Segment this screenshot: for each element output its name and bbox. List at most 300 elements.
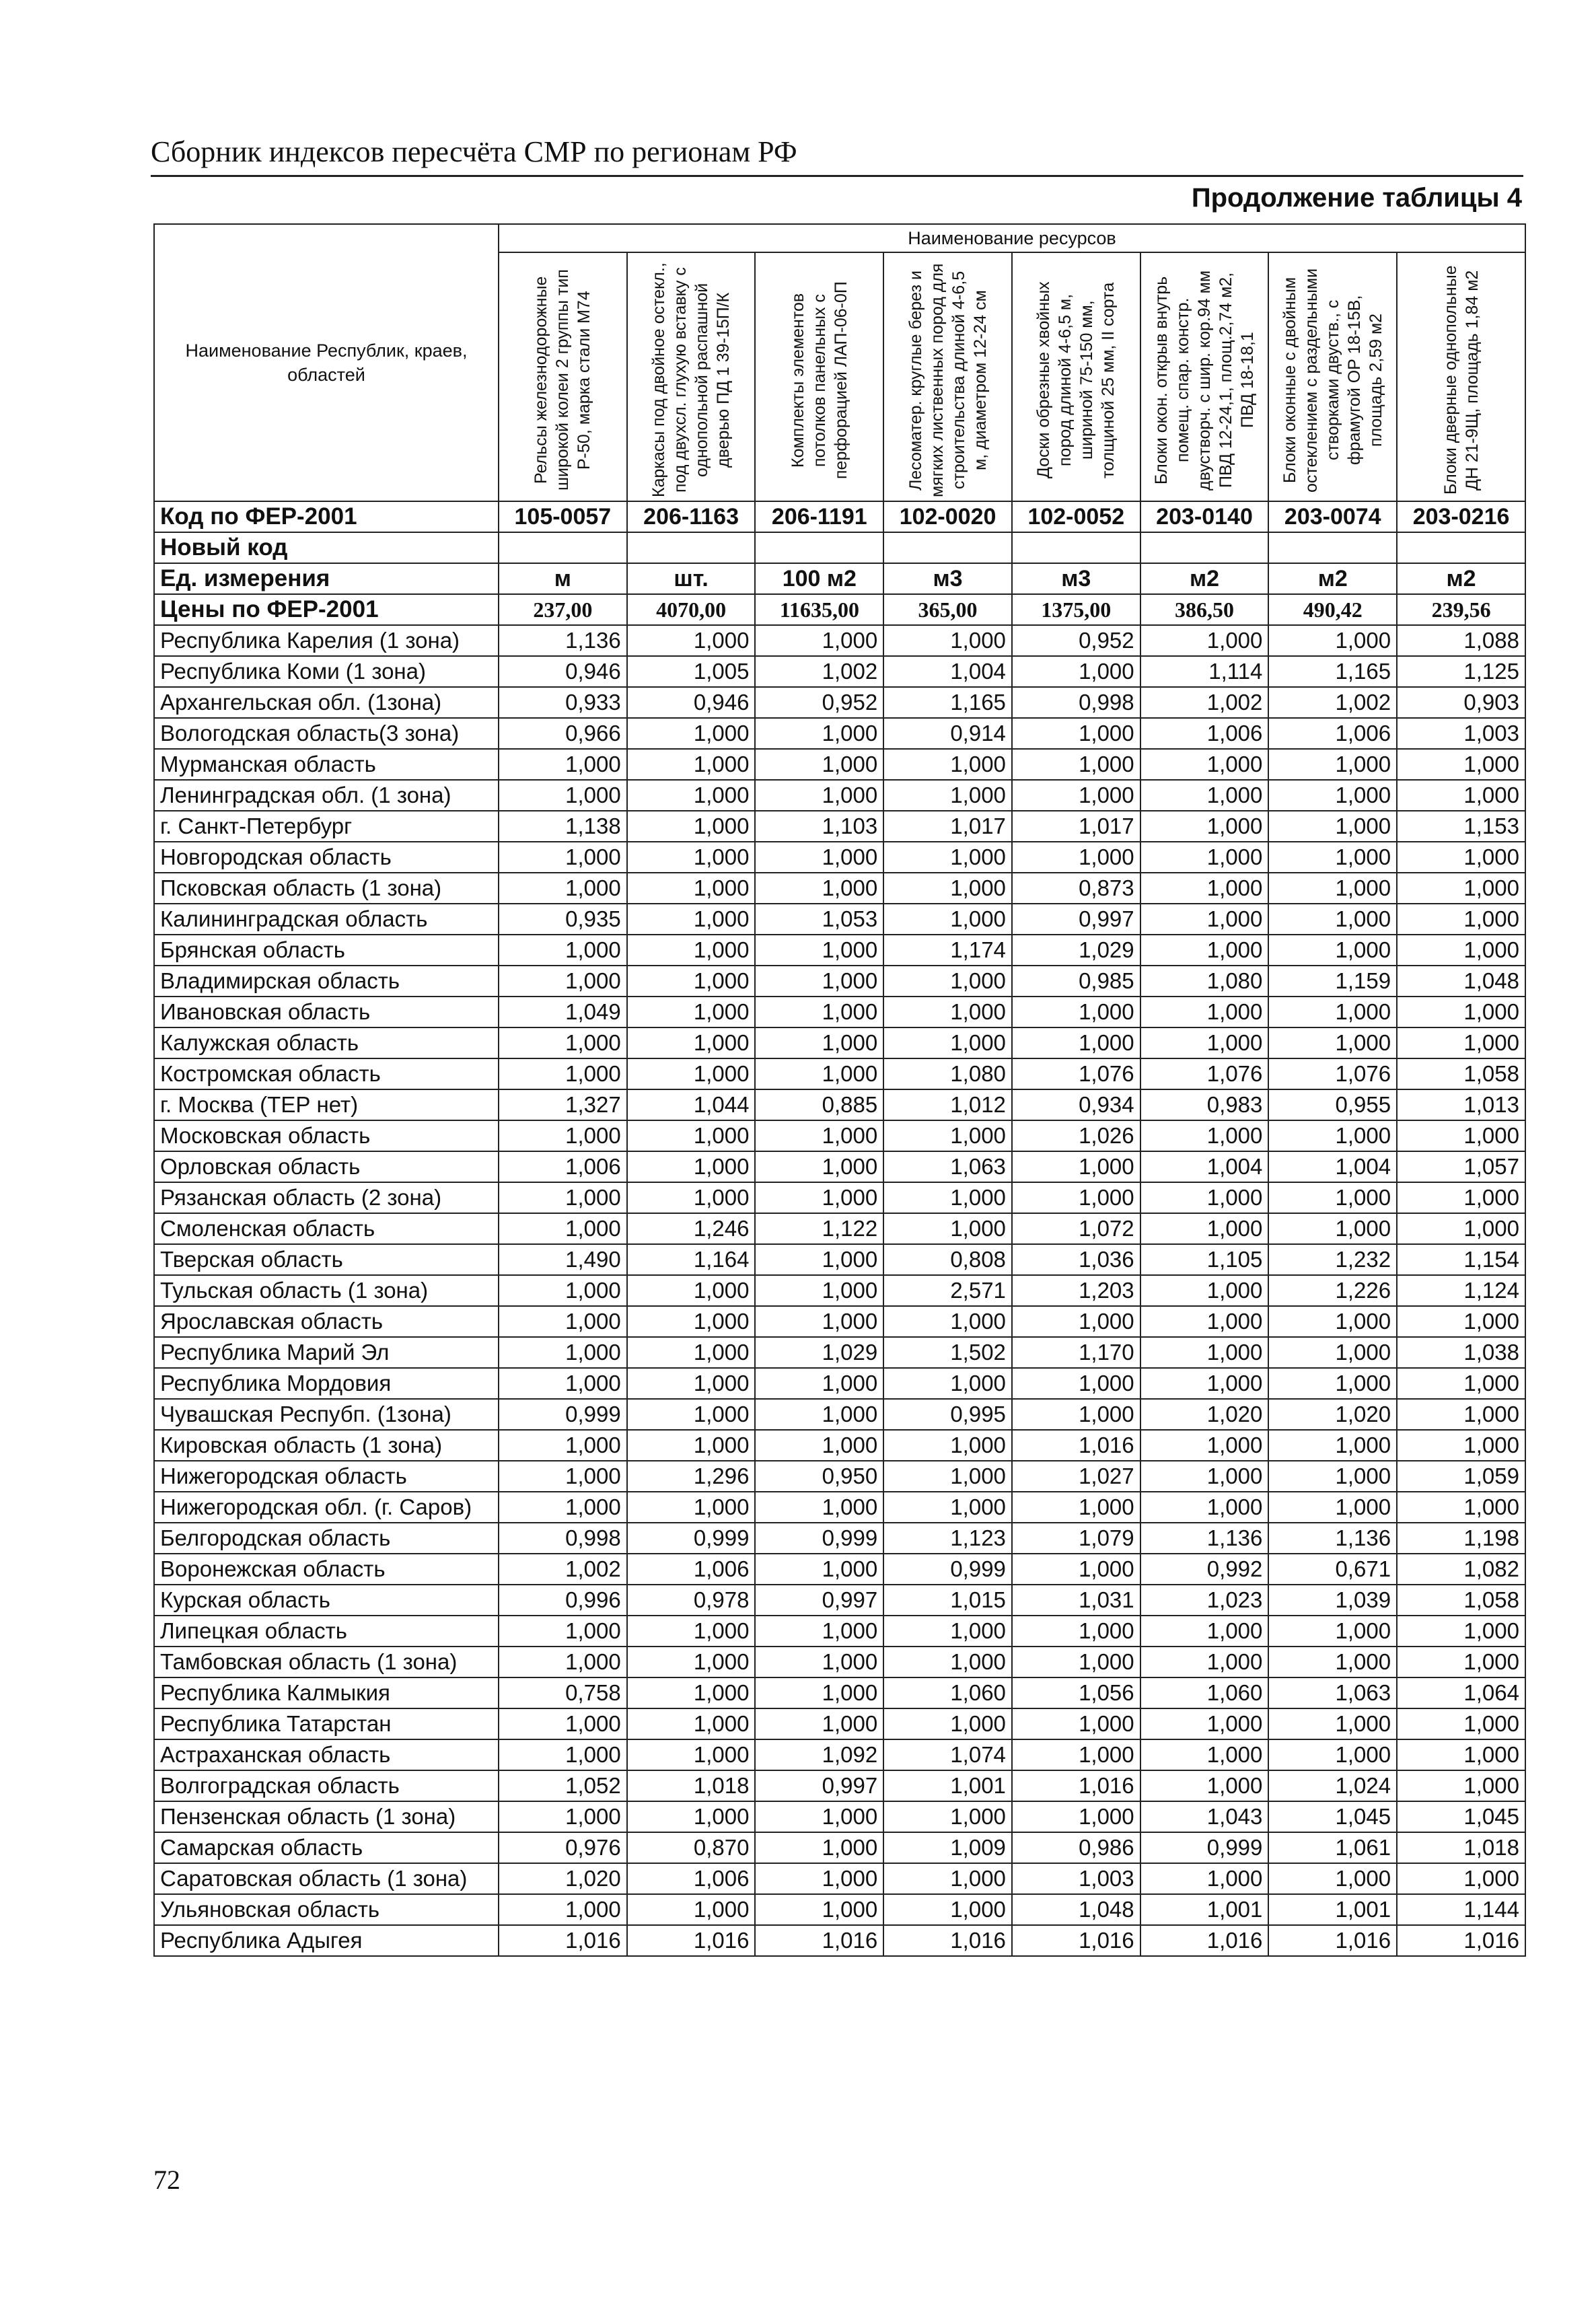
index-value: 1,000 <box>499 1647 627 1677</box>
table-row <box>154 1554 1525 1585</box>
index-value: 1,000 <box>1397 997 1525 1027</box>
new-code-cell <box>1268 532 1397 563</box>
table-row <box>154 1770 1525 1801</box>
table-row <box>154 1182 1525 1213</box>
index-value: 1,226 <box>1268 1275 1397 1306</box>
index-value: 1,232 <box>1268 1244 1397 1275</box>
index-value: 1,039 <box>1268 1585 1397 1616</box>
region-name: Астраханская область <box>154 1739 499 1770</box>
index-value: 1,016 <box>1012 1770 1140 1801</box>
index-value: 1,174 <box>883 935 1012 966</box>
table-row <box>154 1739 1525 1770</box>
index-value: 1,000 <box>1268 842 1397 873</box>
index-value: 1,000 <box>627 842 756 873</box>
region-name: Липецкая область <box>154 1616 499 1647</box>
region-name: Саратовская область (1 зона) <box>154 1863 499 1894</box>
index-value: 1,000 <box>1140 811 1269 842</box>
index-value: 1,000 <box>755 1616 883 1647</box>
region-name: Белгородская область <box>154 1523 499 1554</box>
table-row <box>154 687 1525 718</box>
index-value: 1,000 <box>883 1616 1012 1647</box>
index-value: 1,000 <box>1012 1647 1140 1677</box>
new-code-cell <box>755 532 883 563</box>
document-header <box>151 132 1523 177</box>
index-value: 1,006 <box>627 1863 756 1894</box>
index-value: 1,064 <box>1397 1677 1525 1708</box>
index-value: 1,043 <box>1140 1801 1269 1832</box>
index-value: 1,059 <box>1397 1461 1525 1492</box>
index-value: 1,013 <box>1397 1089 1525 1120</box>
region-name: Тверская область <box>154 1244 499 1275</box>
table-row <box>154 1089 1525 1120</box>
code-row <box>154 501 1525 532</box>
index-value: 1,024 <box>1268 1770 1397 1801</box>
table-row <box>154 997 1525 1027</box>
index-value: 0,966 <box>499 718 627 749</box>
index-value: 1,000 <box>1397 1430 1525 1461</box>
index-value: 1,018 <box>1397 1832 1525 1863</box>
price-row <box>154 594 1525 625</box>
index-value: 1,023 <box>1140 1585 1269 1616</box>
index-value: 0,952 <box>755 687 883 718</box>
index-value: 1,060 <box>883 1677 1012 1708</box>
index-value: 1,000 <box>755 1182 883 1213</box>
index-value: 0,998 <box>1012 687 1140 718</box>
region-name: Брянская область <box>154 935 499 966</box>
index-value: 1,056 <box>1012 1677 1140 1708</box>
index-value: 0,999 <box>627 1523 756 1554</box>
index-value: 1,159 <box>1268 966 1397 997</box>
region-name: Псковская область (1 зона) <box>154 873 499 904</box>
index-value: 1,031 <box>1012 1585 1140 1616</box>
index-value: 1,000 <box>1397 842 1525 873</box>
index-value: 1,000 <box>1268 811 1397 842</box>
index-value: 1,000 <box>627 811 756 842</box>
region-name: Чувашская Респубп. (1зона) <box>154 1399 499 1430</box>
index-value: 1,000 <box>1140 1863 1269 1894</box>
region-name: Вологодская область(3 зона) <box>154 718 499 749</box>
index-value: 1,000 <box>755 966 883 997</box>
index-value: 1,153 <box>1397 811 1525 842</box>
index-value: 1,154 <box>1397 1244 1525 1275</box>
unit-cell: м <box>499 563 627 594</box>
index-value: 1,170 <box>1012 1337 1140 1368</box>
price-cell: 4070,00 <box>627 594 756 625</box>
index-value: 1,000 <box>1140 935 1269 966</box>
resource-column-label: Доски обрезные хвойных пород длиной 4-6,5 м, шириной 75-150 мм, толщиной 25 мм, II сорта <box>1034 281 1118 479</box>
table-row <box>154 656 1525 687</box>
index-value: 1,000 <box>755 873 883 904</box>
index-value: 1,016 <box>1268 1925 1397 1956</box>
table-row <box>154 1027 1525 1058</box>
index-value: 1,026 <box>1012 1120 1140 1151</box>
index-value: 1,000 <box>1140 873 1269 904</box>
index-value: 1,000 <box>1268 780 1397 811</box>
region-name: Республика Татарстан <box>154 1708 499 1739</box>
index-value: 1,015 <box>883 1585 1012 1616</box>
price-cell: 237,00 <box>499 594 627 625</box>
table-row <box>154 1677 1525 1708</box>
index-value: 1,000 <box>755 780 883 811</box>
table-body <box>154 501 1525 1956</box>
new-code-cell <box>1397 532 1525 563</box>
index-value: 1,000 <box>1268 1616 1397 1647</box>
index-value: 1,000 <box>1140 1616 1269 1647</box>
table-row <box>154 1337 1525 1368</box>
index-value: 1,000 <box>1012 1492 1140 1523</box>
table-row <box>154 1213 1525 1244</box>
index-value: 1,000 <box>627 1894 756 1925</box>
unit-cell: м3 <box>883 563 1012 594</box>
index-value: 1,001 <box>1140 1894 1269 1925</box>
region-name: Республика Адыгея <box>154 1925 499 1956</box>
index-value: 0,885 <box>755 1089 883 1120</box>
table-row <box>154 873 1525 904</box>
index-value: 1,074 <box>883 1739 1012 1770</box>
index-value: 1,000 <box>1012 1027 1140 1058</box>
region-name: Мурманская область <box>154 749 499 780</box>
index-value: 1,045 <box>1268 1801 1397 1832</box>
index-value: 1,103 <box>755 811 883 842</box>
index-value: 1,000 <box>1268 1027 1397 1058</box>
index-value: 1,000 <box>755 718 883 749</box>
index-value: 1,000 <box>627 1801 756 1832</box>
index-value: 1,000 <box>1268 997 1397 1027</box>
region-name: Республика Мордовия <box>154 1368 499 1399</box>
region-name: Тульская область (1 зона) <box>154 1275 499 1306</box>
resource-column-label: Лесоматер. круглые берез и мягких лиственных пород для строительства длиной 4-6,5 м, диаметром 12-24 см <box>906 263 990 497</box>
index-value: 1,000 <box>1268 1368 1397 1399</box>
index-value: 1,000 <box>1012 1708 1140 1739</box>
index-value: 0,999 <box>883 1554 1012 1585</box>
unit-cell: шт. <box>627 563 756 594</box>
index-value: 1,000 <box>499 1739 627 1770</box>
region-name: Тамбовская область (1 зона) <box>154 1647 499 1677</box>
index-value: 1,063 <box>1268 1677 1397 1708</box>
index-value: 1,165 <box>883 687 1012 718</box>
index-value: 1,296 <box>627 1461 756 1492</box>
index-value: 1,000 <box>499 1182 627 1213</box>
index-value: 1,000 <box>755 1151 883 1182</box>
index-value: 1,000 <box>1268 1647 1397 1677</box>
index-value: 1,079 <box>1012 1523 1140 1554</box>
table-continuation-label: Продолжение таблицы 4 <box>1191 183 1522 213</box>
index-value: 1,061 <box>1268 1832 1397 1863</box>
index-value: 1,000 <box>1140 1213 1269 1244</box>
index-value: 1,000 <box>755 1306 883 1337</box>
index-value: 1,000 <box>1012 656 1140 687</box>
index-value: 1,000 <box>1012 997 1140 1027</box>
index-value: 1,136 <box>1268 1523 1397 1554</box>
index-value: 1,000 <box>1012 1182 1140 1213</box>
index-value: 1,000 <box>1397 1368 1525 1399</box>
index-value: 0,978 <box>627 1585 756 1616</box>
index-value: 1,000 <box>1397 780 1525 811</box>
table-row <box>154 1368 1525 1399</box>
index-value: 1,000 <box>627 718 756 749</box>
index-value: 0,808 <box>883 1244 1012 1275</box>
index-value: 1,000 <box>1012 749 1140 780</box>
index-value: 0,671 <box>1268 1554 1397 1585</box>
region-name: Волгоградская область <box>154 1770 499 1801</box>
unit-row-label: Ед. измерения <box>154 563 499 594</box>
table-row <box>154 1120 1525 1151</box>
index-value: 1,000 <box>1268 904 1397 935</box>
resource-column-label: Блоки дверные однопольные ДН 21-9Щ, площадь 1,84 м2 <box>1441 265 1482 495</box>
index-value: 1,060 <box>1140 1677 1269 1708</box>
fer-code-cell: 203-0074 <box>1268 501 1397 532</box>
index-value: 1,000 <box>1012 1616 1140 1647</box>
index-value: 1,114 <box>1140 656 1269 687</box>
table-row <box>154 1430 1525 1461</box>
region-name: Нижегородская область <box>154 1461 499 1492</box>
index-value: 1,000 <box>627 997 756 1027</box>
table-row <box>154 1058 1525 1089</box>
index-value: 1,000 <box>1012 1739 1140 1770</box>
index-value: 1,000 <box>883 625 1012 656</box>
region-name: Новгородская область <box>154 842 499 873</box>
fer-code-cell: 102-0052 <box>1012 501 1140 532</box>
index-value: 1,000 <box>499 1461 627 1492</box>
index-value: 0,983 <box>1140 1089 1269 1120</box>
index-value: 1,000 <box>1140 780 1269 811</box>
index-value: 1,005 <box>627 656 756 687</box>
index-value: 1,016 <box>1012 1925 1140 1956</box>
index-value: 1,000 <box>755 1647 883 1677</box>
index-value: 1,092 <box>755 1739 883 1770</box>
new-code-cell <box>1012 532 1140 563</box>
unit-cell: м3 <box>1012 563 1140 594</box>
index-value: 1,000 <box>1140 1770 1269 1801</box>
index-value: 1,000 <box>755 1492 883 1523</box>
table-row <box>154 1275 1525 1306</box>
index-value: 1,000 <box>883 1027 1012 1058</box>
index-value: 1,000 <box>1268 1213 1397 1244</box>
index-value: 1,198 <box>1397 1523 1525 1554</box>
region-name: Калужская область <box>154 1027 499 1058</box>
index-value: 1,000 <box>1012 718 1140 749</box>
index-value: 1,000 <box>883 749 1012 780</box>
index-value: 1,076 <box>1268 1058 1397 1089</box>
index-value: 0,997 <box>755 1770 883 1801</box>
index-value: 1,000 <box>1397 1616 1525 1647</box>
resource-column-header <box>499 252 627 501</box>
index-value: 1,027 <box>1012 1461 1140 1492</box>
table-row <box>154 1863 1525 1894</box>
index-value: 1,016 <box>1012 1430 1140 1461</box>
index-value: 1,000 <box>883 904 1012 935</box>
index-value: 1,000 <box>499 1337 627 1368</box>
index-value: 1,000 <box>499 749 627 780</box>
index-value: 1,000 <box>1268 1708 1397 1739</box>
index-value: 1,076 <box>1140 1058 1269 1089</box>
index-value: 1,000 <box>499 1492 627 1523</box>
index-value: 1,000 <box>755 997 883 1027</box>
price-row-label: Цены по ФЕР-2001 <box>154 594 499 625</box>
index-value: 1,076 <box>1012 1058 1140 1089</box>
index-value: 0,999 <box>499 1399 627 1430</box>
index-value: 1,203 <box>1012 1275 1140 1306</box>
index-value: 1,000 <box>883 1708 1012 1739</box>
index-value: 1,000 <box>883 1182 1012 1213</box>
table-row <box>154 1306 1525 1337</box>
index-value: 1,088 <box>1397 625 1525 656</box>
index-value: 1,016 <box>883 1925 1012 1956</box>
index-value: 1,020 <box>1140 1399 1269 1430</box>
region-name: Архангельская обл. (1зона) <box>154 687 499 718</box>
index-value: 1,016 <box>627 1925 756 1956</box>
index-value: 1,000 <box>627 1616 756 1647</box>
region-name: г. Москва (ТЕР нет) <box>154 1089 499 1120</box>
index-value: 0,998 <box>499 1523 627 1554</box>
index-value: 1,000 <box>1397 1213 1525 1244</box>
index-value: 1,000 <box>1268 1739 1397 1770</box>
index-value: 1,000 <box>755 1832 883 1863</box>
new-code-cell <box>1140 532 1269 563</box>
index-value: 1,000 <box>1140 1306 1269 1337</box>
index-value: 1,063 <box>883 1151 1012 1182</box>
index-value: 1,000 <box>627 1337 756 1368</box>
index-value: 0,873 <box>1012 873 1140 904</box>
index-value: 1,000 <box>755 1368 883 1399</box>
index-value: 1,016 <box>1397 1925 1525 1956</box>
index-value: 1,000 <box>1397 1708 1525 1739</box>
index-value: 1,000 <box>1397 1863 1525 1894</box>
index-value: 1,000 <box>883 1801 1012 1832</box>
table-row <box>154 718 1525 749</box>
index-value: 1,000 <box>755 1120 883 1151</box>
index-value: 1,000 <box>1268 1182 1397 1213</box>
index-value: 1,016 <box>755 1925 883 1956</box>
index-value: 1,122 <box>755 1213 883 1244</box>
index-value: 1,006 <box>627 1554 756 1585</box>
new-code-row <box>154 532 1525 563</box>
index-value: 1,000 <box>627 1120 756 1151</box>
index-value: 1,000 <box>1268 1306 1397 1337</box>
index-value: 1,000 <box>499 1275 627 1306</box>
index-value: 1,058 <box>1397 1585 1525 1616</box>
table-row <box>154 780 1525 811</box>
resource-column-label: Комплекты элементов потолков панельных с перфорацией ЛАП-06-0П <box>788 281 850 479</box>
index-value: 1,000 <box>883 1430 1012 1461</box>
index-value: 1,000 <box>627 966 756 997</box>
index-value: 1,080 <box>883 1058 1012 1089</box>
index-value: 1,000 <box>1012 1801 1140 1832</box>
index-value: 1,000 <box>1397 1027 1525 1058</box>
index-value: 1,000 <box>755 1058 883 1089</box>
index-value: 0,997 <box>1012 904 1140 935</box>
index-value: 1,000 <box>755 1244 883 1275</box>
index-value: 1,002 <box>755 656 883 687</box>
index-value: 1,000 <box>755 1275 883 1306</box>
table-row <box>154 1492 1525 1523</box>
index-value: 1,001 <box>883 1770 1012 1801</box>
index-value: 1,000 <box>627 935 756 966</box>
table-head <box>154 224 1525 501</box>
index-value: 1,124 <box>1397 1275 1525 1306</box>
unit-row <box>154 563 1525 594</box>
fer-code-cell: 203-0140 <box>1140 501 1269 532</box>
index-value: 1,000 <box>1397 1182 1525 1213</box>
resource-column-header <box>755 252 883 501</box>
index-value: 1,000 <box>1397 1770 1525 1801</box>
index-value: 1,000 <box>627 873 756 904</box>
index-value: 1,000 <box>627 1739 756 1770</box>
index-value: 1,246 <box>627 1213 756 1244</box>
index-value: 1,000 <box>627 1368 756 1399</box>
index-value: 1,072 <box>1012 1213 1140 1244</box>
index-value: 1,000 <box>1140 1182 1269 1213</box>
index-value: 1,082 <box>1397 1554 1525 1585</box>
index-value: 1,000 <box>499 1801 627 1832</box>
index-value: 1,017 <box>1012 811 1140 842</box>
index-value: 1,006 <box>1140 718 1269 749</box>
index-value: 1,000 <box>755 1554 883 1585</box>
index-value: 1,000 <box>755 1894 883 1925</box>
index-value: 0,955 <box>1268 1089 1397 1120</box>
index-value: 1,000 <box>1140 1708 1269 1739</box>
index-value: 1,165 <box>1268 656 1397 687</box>
unit-cell: м2 <box>1397 563 1525 594</box>
index-value: 1,105 <box>1140 1244 1269 1275</box>
index-value: 1,000 <box>755 749 883 780</box>
index-value: 2,571 <box>883 1275 1012 1306</box>
index-value: 1,000 <box>883 997 1012 1027</box>
index-value: 1,000 <box>627 625 756 656</box>
region-name: Республика Калмыкия <box>154 1677 499 1708</box>
region-name: Ярославская область <box>154 1306 499 1337</box>
table-row <box>154 1151 1525 1182</box>
index-value: 1,502 <box>883 1337 1012 1368</box>
region-name: Курская область <box>154 1585 499 1616</box>
index-value: 0,992 <box>1140 1554 1269 1585</box>
price-cell: 1375,00 <box>1012 594 1140 625</box>
index-value: 1,029 <box>755 1337 883 1368</box>
index-value: 1,000 <box>883 1213 1012 1244</box>
index-value: 1,020 <box>499 1863 627 1894</box>
index-value: 1,000 <box>1268 625 1397 656</box>
table-row <box>154 1616 1525 1647</box>
index-value: 1,004 <box>1268 1151 1397 1182</box>
index-value: 1,020 <box>1268 1399 1397 1430</box>
resource-column-header <box>1268 252 1397 501</box>
index-value: 1,002 <box>499 1554 627 1585</box>
index-value: 1,004 <box>883 656 1012 687</box>
index-value: 1,000 <box>883 966 1012 997</box>
region-name: Нижегородская обл. (г. Саров) <box>154 1492 499 1523</box>
index-value: 1,000 <box>627 1677 756 1708</box>
table-row <box>154 625 1525 656</box>
unit-cell: м2 <box>1268 563 1397 594</box>
index-value: 1,016 <box>1140 1925 1269 1956</box>
index-value: 1,490 <box>499 1244 627 1275</box>
index-value: 1,000 <box>1140 997 1269 1027</box>
index-value: 1,000 <box>883 1368 1012 1399</box>
index-value: 1,000 <box>1140 1275 1269 1306</box>
resources-group-header: Наименование ресурсов <box>499 224 1525 252</box>
index-value: 1,000 <box>1012 780 1140 811</box>
index-value: 1,000 <box>1268 1120 1397 1151</box>
new-code-cell <box>627 532 756 563</box>
index-value: 1,036 <box>1012 1244 1140 1275</box>
region-name: Кировская область (1 зона) <box>154 1430 499 1461</box>
index-value: 1,000 <box>1397 749 1525 780</box>
index-value: 1,000 <box>1397 1739 1525 1770</box>
index-value: 1,000 <box>883 1492 1012 1523</box>
index-value: 1,000 <box>627 1708 756 1739</box>
table-row <box>154 1399 1525 1430</box>
region-name: Республика Карелия (1 зона) <box>154 625 499 656</box>
